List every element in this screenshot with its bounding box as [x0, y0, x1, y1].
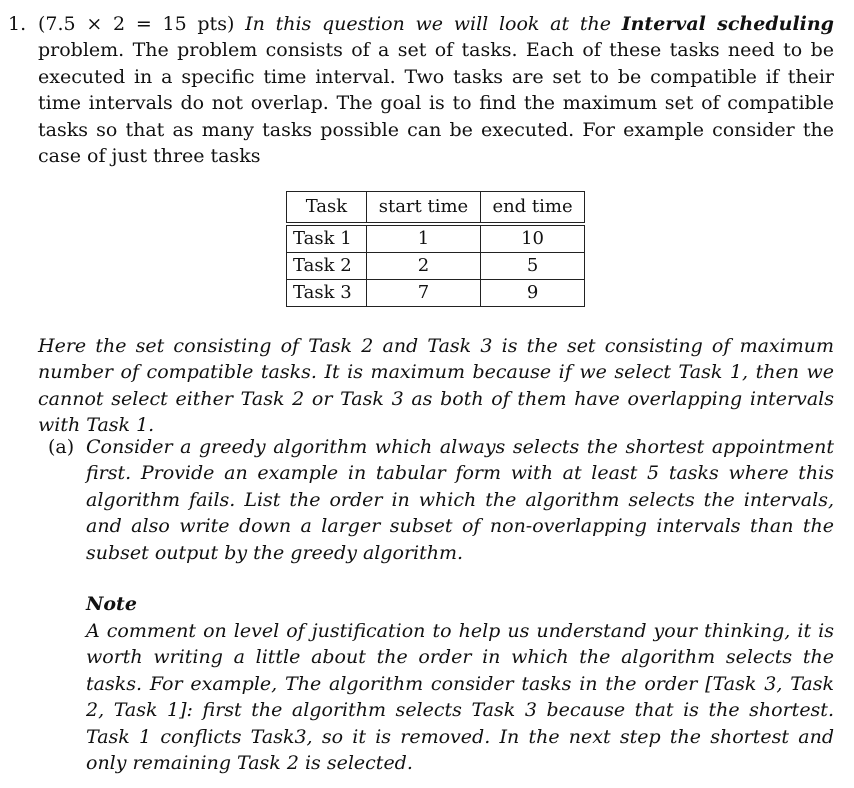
part-a-label: (a)	[48, 436, 75, 458]
explanation-paragraph: Here the set consisting of Task 2 and Task 3 is the set consisting of maximum number of compatible tasks. It is maximum because if we select Task 1, then we cannot select either Task 2 or Task 3 as both of them have overlapping intervals with Task 1.	[38, 335, 834, 437]
header-task: Task	[287, 192, 367, 225]
cell-end-time: 5	[481, 253, 585, 280]
cell-end-time: 10	[481, 224, 585, 253]
cell-task-name: Task 3	[287, 280, 367, 307]
example-table	[286, 191, 585, 307]
header-end-time: end time	[481, 192, 585, 225]
cell-task-name: Task 1	[287, 224, 367, 253]
intro-post-text: problem. The problem consists of a set of tasks. Each of these tasks need to be executed in a specific time interval. Two tasks are set to be compatible if their time intervals do not overlap. The goal is to find the maximum set of compatible tasks so that as many tasks possible can be executed. For example consider the case of just three tasks	[38, 39, 834, 168]
cell-start-time: 7	[366, 280, 480, 307]
table-row	[287, 224, 585, 253]
header-start-time: start time	[366, 192, 480, 225]
intro-pre-text: In this question we will look at the	[245, 13, 611, 35]
note-text: A comment on level of justification to help us understand your thinking, it is worth writing a little about the order in which the algorithm selects the tasks. For example, The algorithm consider tasks in the order [Task 3, Task 2, Task 1]: first the algorithm selects Task 3 because that is the shortest. Task 1 conflicts Task3, so it is removed. In the next step the shortest and only remaining Task 2 is selected.	[86, 620, 834, 775]
cell-task-name: Task 2	[287, 253, 367, 280]
question-number: 1.	[8, 13, 27, 35]
question-intro	[38, 11, 834, 169]
part-a-text: Consider a greedy algorithm which always selects the shortest appointment first. Provide an example in tabular form with at least 5 tasks where this algorithm fails. List the order in which the algorithm selects the intervals, and also write down a larger subset of non-overlapping intervals than the subset output by the greedy algorithm.	[86, 436, 834, 564]
problem-name: Interval scheduling	[621, 13, 834, 35]
table-header-row	[287, 192, 585, 225]
cell-start-time: 1	[366, 224, 480, 253]
note-title: Note	[86, 593, 137, 615]
example-table-container	[286, 191, 585, 308]
points-label: (7.5 × 2 = 15 pts)	[38, 13, 235, 35]
cell-start-time: 2	[366, 253, 480, 280]
cell-end-time: 9	[481, 280, 585, 307]
table-row	[287, 253, 585, 280]
table-row	[287, 280, 585, 307]
